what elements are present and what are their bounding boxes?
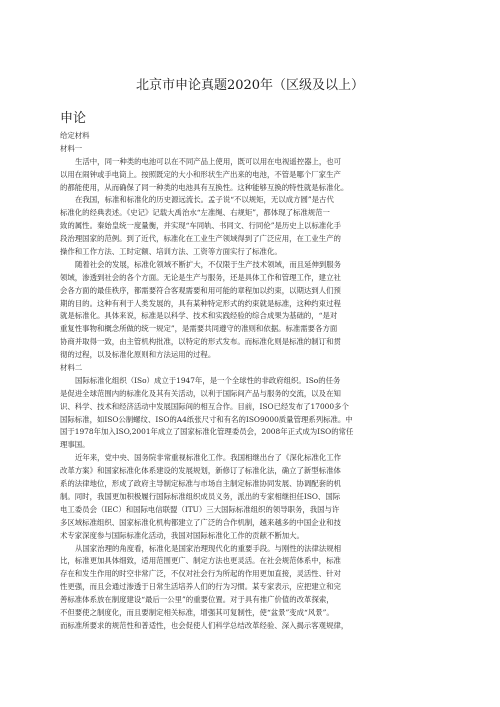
text-line: 电工委员会（IEC）和国际电信联盟（ITU）三大国际标准组织的领导职务，我国与许: [60, 504, 340, 514]
text-line: 改革方案》和国家标准化体系建设的发展规划，新修订了标准化法，确立了新型标准体: [60, 466, 341, 476]
text-line: 段治理国家的范例。到了近代，标准化在工业生产领域得到了广泛应用，在工业生产的: [60, 234, 341, 244]
text-line: 系的法律地位，形成了政府主导制定标准与市场自主制定标准协同发展、协调配套的机: [60, 479, 341, 489]
text-line: 材料二: [60, 363, 83, 373]
text-line: 而标准所要求的规范性和普适性，也会促使人们科学总结改革经验、深入揭示客观规律，: [60, 620, 349, 630]
text-line: 存在和发生作用的时空非常广泛，不仅对社会行为所起的作用更加直接，灵活性、针对: [60, 569, 341, 579]
text-line: 理事国。: [60, 440, 90, 450]
text-line: 国于1978年加入ISO,2001年成立了国家标准化管理委员会，2008年正式成为ISO的常任: [60, 427, 354, 437]
text-line: 重复性事物和概念所做的统一规定”，是需要共同遵守的准则和依据。标准需要各方面: [60, 324, 338, 334]
text-line: 致的属性。秦始皇统一度量衡，并实现“车同轨、书同文、行同伦”是历史上以标准化手: [60, 221, 342, 231]
text-line: 术专家深度参与国际标准化活动，我国对国际标准化工作的贡献不断加大。: [60, 530, 304, 540]
text-line: 从国家治理的角度看，标准化是国家治理现代化的重要手段。与刚性的法律法规相: [75, 543, 342, 553]
text-line: 的都能使用，从而确保了同一种类的电池具有互换性。这种能够互换的特性就是标准化。: [60, 182, 349, 192]
text-line: 近年来，党中央、国务院非常重视标准化工作。我国相继出台了《深化标准化工作: [75, 453, 342, 463]
text-line: 国际标准，如ISO公制螺纹、ISO的A4纸张尺寸和有名的ISO9000质量管理系列标准。中: [60, 414, 353, 424]
text-line: 标准化的经典表述。《史记》记载大禹治水“左准绳、右规矩”，都体现了标准规范一: [60, 208, 330, 218]
text-line: 操作和工作方法、工时定额、培训方法、工资等方面实行了标准化。: [60, 247, 282, 257]
text-line: 协商并取得一致，由主管机构批准，以特定的形式发布。而标准化则是标准的制订和贯: [60, 337, 341, 347]
text-line: 领域，渗透到社会的各个方面。无论是生产与服务，还是具体工作和管理工作，建立社: [60, 272, 341, 282]
text-line: 是促进全球范围内的标准化及其有关活动，以利于国际间产品与服务的交流，以及在知: [60, 388, 341, 398]
text-line: 在我国，标准和标准化的历史源远流长。孟子说“不以规矩，无以成方圆”是古代: [75, 195, 334, 205]
text-line: 随着社会的发展，标准化领域不断扩大，不仅限于生产技术领域，而且延伸到服务: [75, 259, 342, 269]
document-body: [60, 130, 440, 633]
text-line: 就是标准化。具体来说，标准是以科学、技术和实践经验的综合成果为基础的，“是对: [60, 311, 338, 321]
text-line: 以用在闹钟或手电筒上。按照既定的大小和形状生产出来的电池，不管是哪个厂家生产: [60, 169, 341, 179]
text-line: 期的目的。这种有利于人类发展的，具有某种特定形式的约束就是标准，这种约束过程: [60, 298, 341, 308]
text-line: 多区域标准组织、国家标准化机构都建立了广泛的合作机制，越来越多的中国企业和技: [60, 517, 341, 527]
text-line: 会各方面的最佳秩序，都需要符合客观需要和用可能的章程加以约束，以期达到人们预: [60, 285, 341, 295]
text-line: 材料一: [60, 143, 83, 153]
text-line: 制。同时，我国更加积极履行国际标准组织成员义务，派出的专家相继担任ISO、国际: [60, 491, 341, 501]
text-line: 生活中，同一种类的电池可以在不同产品上使用，既可以用在电视遥控器上，也可: [75, 156, 342, 166]
text-line: 彻的过程，以及标准化原则和方法运用的过程。: [60, 350, 216, 360]
text-line: 不但要使之制度化，而且要制定相关标准，增强其可复制性，使“盆景”变成“风景”。: [60, 607, 334, 617]
text-line: 国际标准化组织（ISo）成立于1947年，是一个全球性的非政府组织。ISo的任务: [75, 375, 341, 385]
text-line: 给定材料: [60, 131, 90, 140]
text-line: 善标准体系放在制度建设“最后一公里”的重要位置。对于具有推广价值的改革探索，: [60, 595, 334, 605]
text-line: 识、科学、技术和经济活动中发展国际间的相互合作。目前，ISO已经发布了17000多个: [60, 401, 349, 411]
section-heading: 申论: [60, 111, 87, 126]
text-line: 比，标准更加具体细致，适用范围更广、制定方法也更灵活。在社会规范体系中，标准: [60, 556, 341, 566]
text-line: 性更强，而且会通过渗透于日常生活培养人们的行为习惯。某专家表示，应把建立和完: [60, 582, 341, 592]
page-title: 北京市申论真题2020年（区级及以上）: [135, 78, 365, 93]
